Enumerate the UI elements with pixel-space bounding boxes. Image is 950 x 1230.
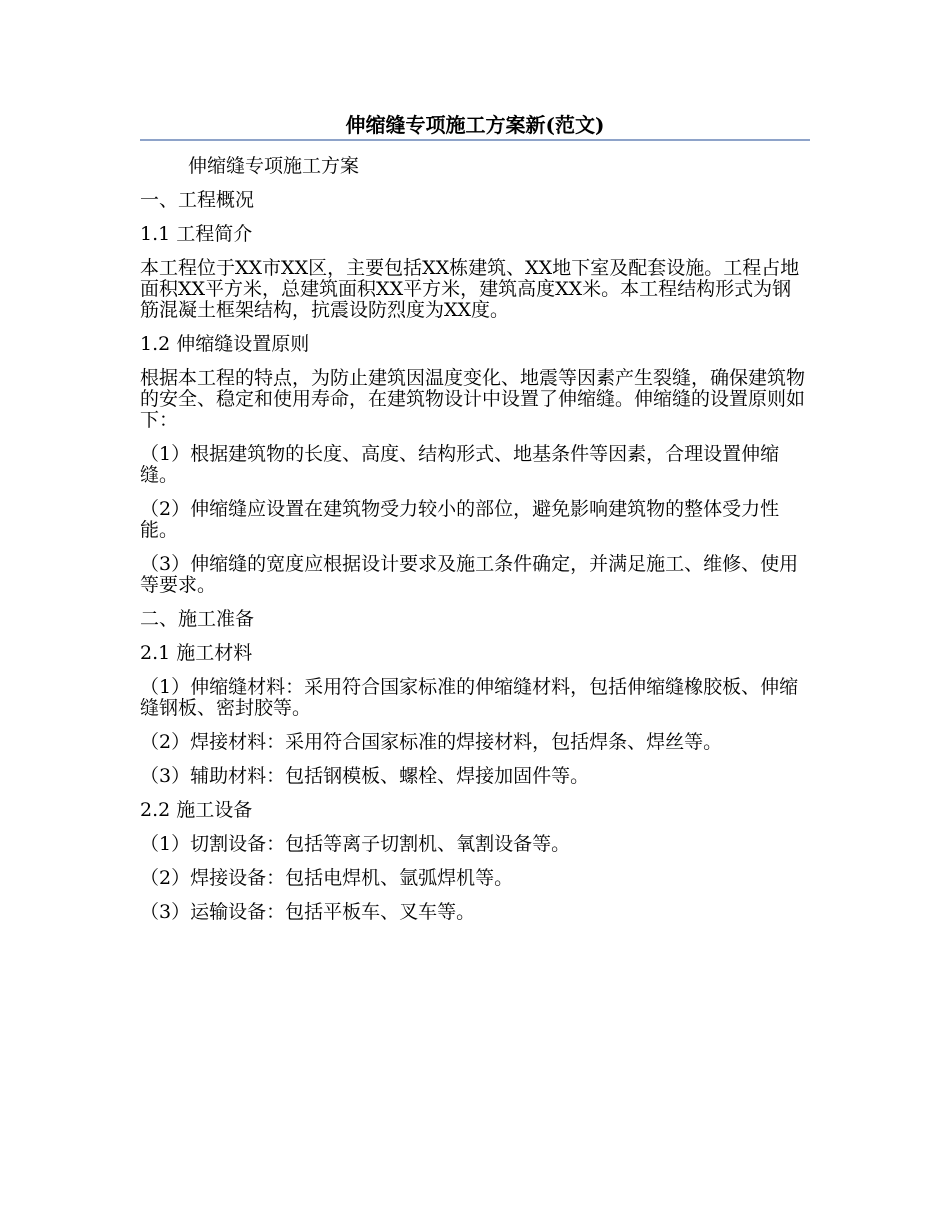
list-item: （3）辅助材料：包括钢模板、螺栓、焊接加固件等。 (140, 765, 590, 787)
list-item: （2）焊接设备：包括电焊机、氩弧焊机等。 (140, 867, 514, 889)
subsection-heading-1-1: 1.1 工程简介 (140, 223, 253, 245)
subsection-heading-2-2: 2.2 施工设备 (140, 799, 253, 821)
subsection-heading-1-2: 1.2 伸缩缝设置原则 (140, 333, 310, 355)
list-item: （3）运输设备：包括平板车、叉车等。 (140, 901, 476, 923)
document-body (140, 156, 810, 936)
list-item: （1）切割设备：包括等离子切割机、氧割设备等。 (140, 833, 571, 855)
list-item: （2）焊接材料：采用符合国家标准的焊接材料，包括焊条、焊丝等。 (140, 731, 723, 753)
list-item: （1）伸缩缝材料：采用符合国家标准的伸缩缝材料，包括伸缩缝橡胶板、伸缩缝钢板、密封胶等。 (140, 676, 799, 719)
list-item: （3）伸缩缝的宽度应根据设计要求及施工条件确定，并满足施工、维修、使用等要求。 (140, 553, 799, 596)
subsection-heading-2-1: 2.1 施工材料 (140, 642, 253, 664)
list-item: （2）伸缩缝应设置在建筑物受力较小的部位，避免影响建筑物的整体受力性能。 (140, 498, 780, 541)
document-title: 伸缩缝专项施工方案新(范文) (345, 113, 605, 137)
body-paragraph: 本工程位于XX市XX区，主要包括XX栋建筑、XX地下室及配套设施。工程占地面积XX平方米，总建筑面积XX平方米，建筑高度XX米。本工程结构形式为钢筋混凝土框架结构，抗震设防烈度为XX度。 (140, 257, 800, 321)
title-underline (140, 139, 810, 141)
list-item: （1）根据建筑物的长度、高度、结构形式、地基条件等因素，合理设置伸缩缝。 (140, 443, 780, 486)
document-subtitle: 伸缩缝专项施工方案 (188, 155, 360, 177)
body-paragraph: 根据本工程的特点，为防止建筑因温度变化、地震等因素产生裂缝，确保建筑物的安全、稳定和使用寿命，在建筑物设计中设置了伸缩缝。伸缩缝的设置原则如下： (140, 367, 806, 431)
section-heading-1: 一、工程概况 (140, 189, 255, 211)
section-heading-2: 二、施工准备 (140, 608, 255, 630)
